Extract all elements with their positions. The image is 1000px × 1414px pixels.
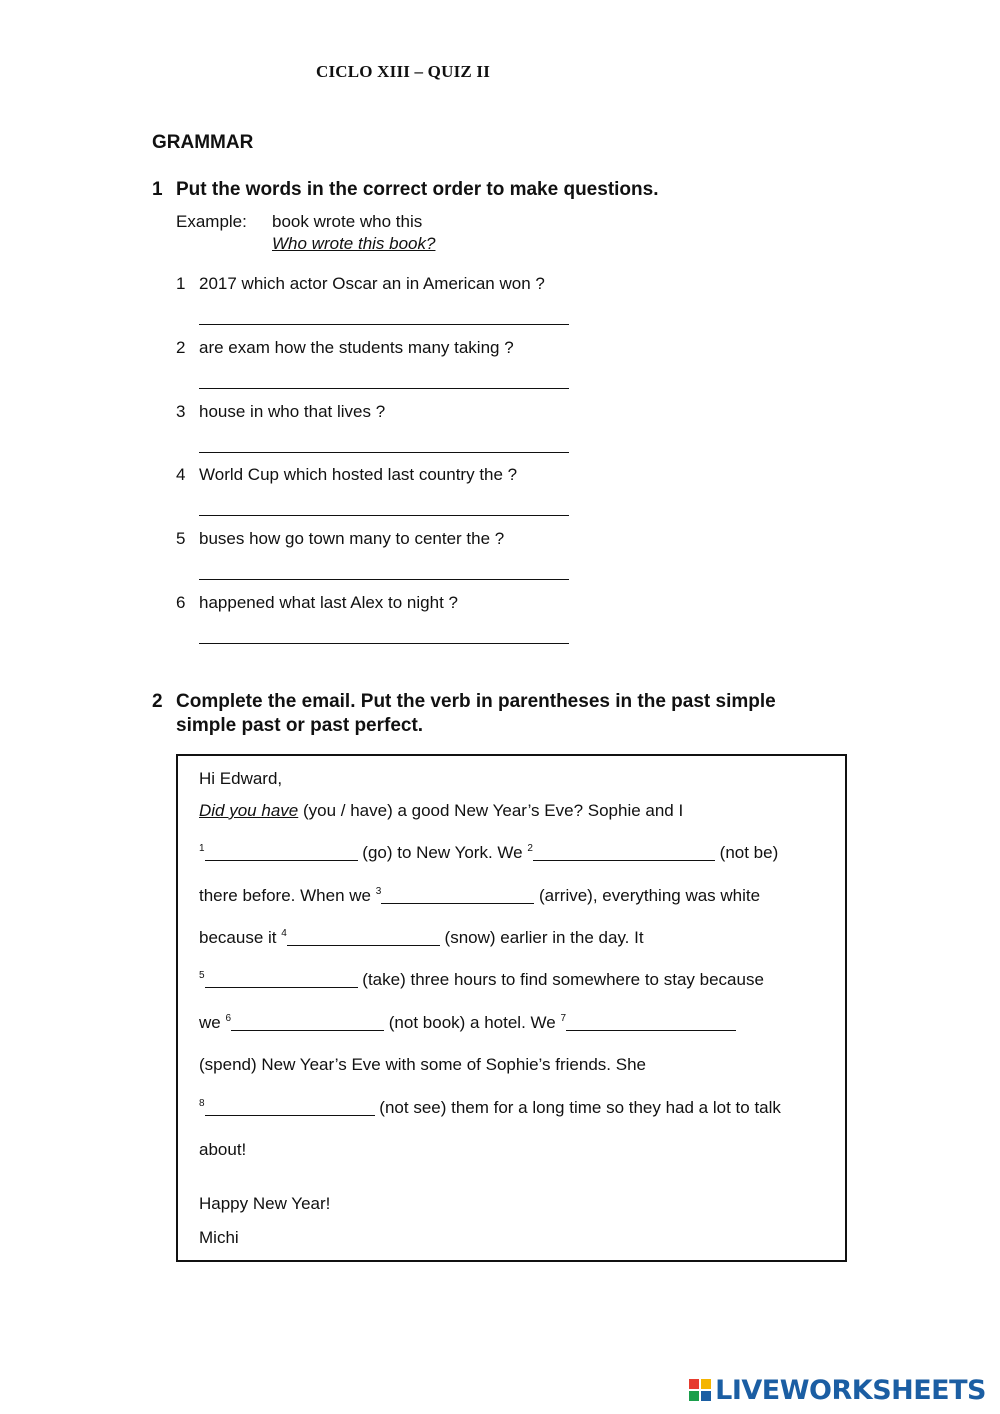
email-line-3: [199, 886, 760, 906]
email-closing: Happy New Year!: [199, 1194, 331, 1213]
logo-blocks-icon: [689, 1379, 711, 1401]
page-title: CICLO XIII – QUIZ II: [315, 62, 491, 81]
question-number: 1: [176, 274, 186, 293]
gap-number: 6: [225, 1013, 232, 1024]
email-text: (not be): [719, 843, 779, 862]
gap-number: 4: [281, 928, 287, 939]
section-heading-grammar: GRAMMAR: [152, 132, 254, 153]
logo-block: [701, 1391, 711, 1401]
email-text: because it: [199, 928, 277, 947]
question-words: World Cup which hosted last country the ?: [199, 465, 518, 484]
gap-8-blank[interactable]: [205, 1099, 375, 1116]
gap-1-blank[interactable]: [205, 844, 358, 861]
example-words: book wrote who this: [272, 212, 423, 231]
email-text: we: [199, 1013, 221, 1032]
logo-block: [689, 1391, 699, 1401]
email-signature: Michi: [199, 1228, 239, 1247]
gap-2-blank[interactable]: [533, 844, 715, 861]
gap-4-blank[interactable]: [287, 929, 440, 946]
email-text: (you / have) a good New Year’s Eve? Sophie and I: [302, 801, 684, 820]
exercise-2-instruction-line1: Complete the email. Put the verb in parentheses in the past simple: [176, 691, 776, 712]
email-text: (snow) earlier in the day. It: [444, 928, 644, 947]
email-text: (not see) them for a long time so they had a lot to talk: [379, 1098, 781, 1117]
email-line-1: [199, 801, 683, 821]
gap-3-blank[interactable]: [381, 887, 534, 904]
question-number: 3: [176, 402, 186, 421]
answer-line-6[interactable]: [199, 643, 569, 644]
email-line-9: about!: [199, 1140, 247, 1159]
question-words: 2017 which actor Oscar an in American won ?: [199, 274, 545, 293]
exercise-2-number: 2: [152, 691, 163, 712]
answer-line-4[interactable]: [199, 515, 569, 516]
gap-7-blank[interactable]: [566, 1014, 736, 1031]
question-words: happened what last Alex to night ?: [199, 593, 458, 612]
email-text: there before. When we: [199, 886, 371, 905]
email-greeting: Hi Edward,: [199, 769, 283, 788]
answer-line-5[interactable]: [199, 579, 569, 580]
email-line-8: [199, 1098, 781, 1118]
email-text: (take) three hours to find somewhere to stay because: [362, 970, 764, 989]
logo-block: [701, 1379, 711, 1389]
answer-line-1[interactable]: [199, 324, 569, 325]
logo-block: [689, 1379, 699, 1389]
question-words: are exam how the students many taking ?: [199, 338, 514, 357]
question-number: 2: [176, 338, 186, 357]
email-line-6: [199, 1013, 736, 1033]
question-words: buses how go town many to center the ?: [199, 529, 505, 548]
exercise-2-instruction-line2: simple past or past perfect.: [176, 715, 424, 736]
email-line-4: [199, 928, 644, 948]
logo-text: LIVEWORKSHEETS: [715, 1374, 986, 1406]
question-number: 4: [176, 465, 186, 484]
gap-number: 7: [560, 1013, 567, 1024]
gap-number: 2: [527, 843, 533, 854]
gap-number: 8: [199, 1098, 205, 1109]
example-answer: Who wrote this book?: [272, 234, 436, 253]
email-text: (arrive), everything was white: [539, 886, 761, 905]
email-example-answer: Did you have: [199, 801, 299, 820]
email-box: [176, 754, 847, 1262]
question-words: house in who that lives ?: [199, 402, 386, 421]
email-text: (go) to New York. We: [362, 843, 523, 862]
gap-6-blank[interactable]: [231, 1014, 384, 1031]
gap-number: 1: [199, 843, 205, 854]
liveworksheets-logo: [689, 1374, 986, 1406]
question-number: 5: [176, 529, 186, 548]
exercise-1-instruction: Put the words in the correct order to make questions.: [176, 179, 659, 200]
email-line-5: [199, 970, 764, 990]
email-line-2: [199, 843, 778, 863]
gap-number: 3: [375, 886, 382, 897]
answer-line-3[interactable]: [199, 452, 569, 453]
gap-number: 5: [199, 970, 205, 981]
email-line-7: (spend) New Year’s Eve with some of Sophie’s friends. She: [199, 1055, 646, 1074]
question-number: 6: [176, 593, 186, 612]
gap-5-blank[interactable]: [205, 971, 358, 988]
answer-line-2[interactable]: [199, 388, 569, 389]
email-text: (not book) a hotel. We: [388, 1013, 556, 1032]
example-label: Example:: [176, 212, 247, 231]
exercise-1-number: 1: [152, 179, 163, 200]
